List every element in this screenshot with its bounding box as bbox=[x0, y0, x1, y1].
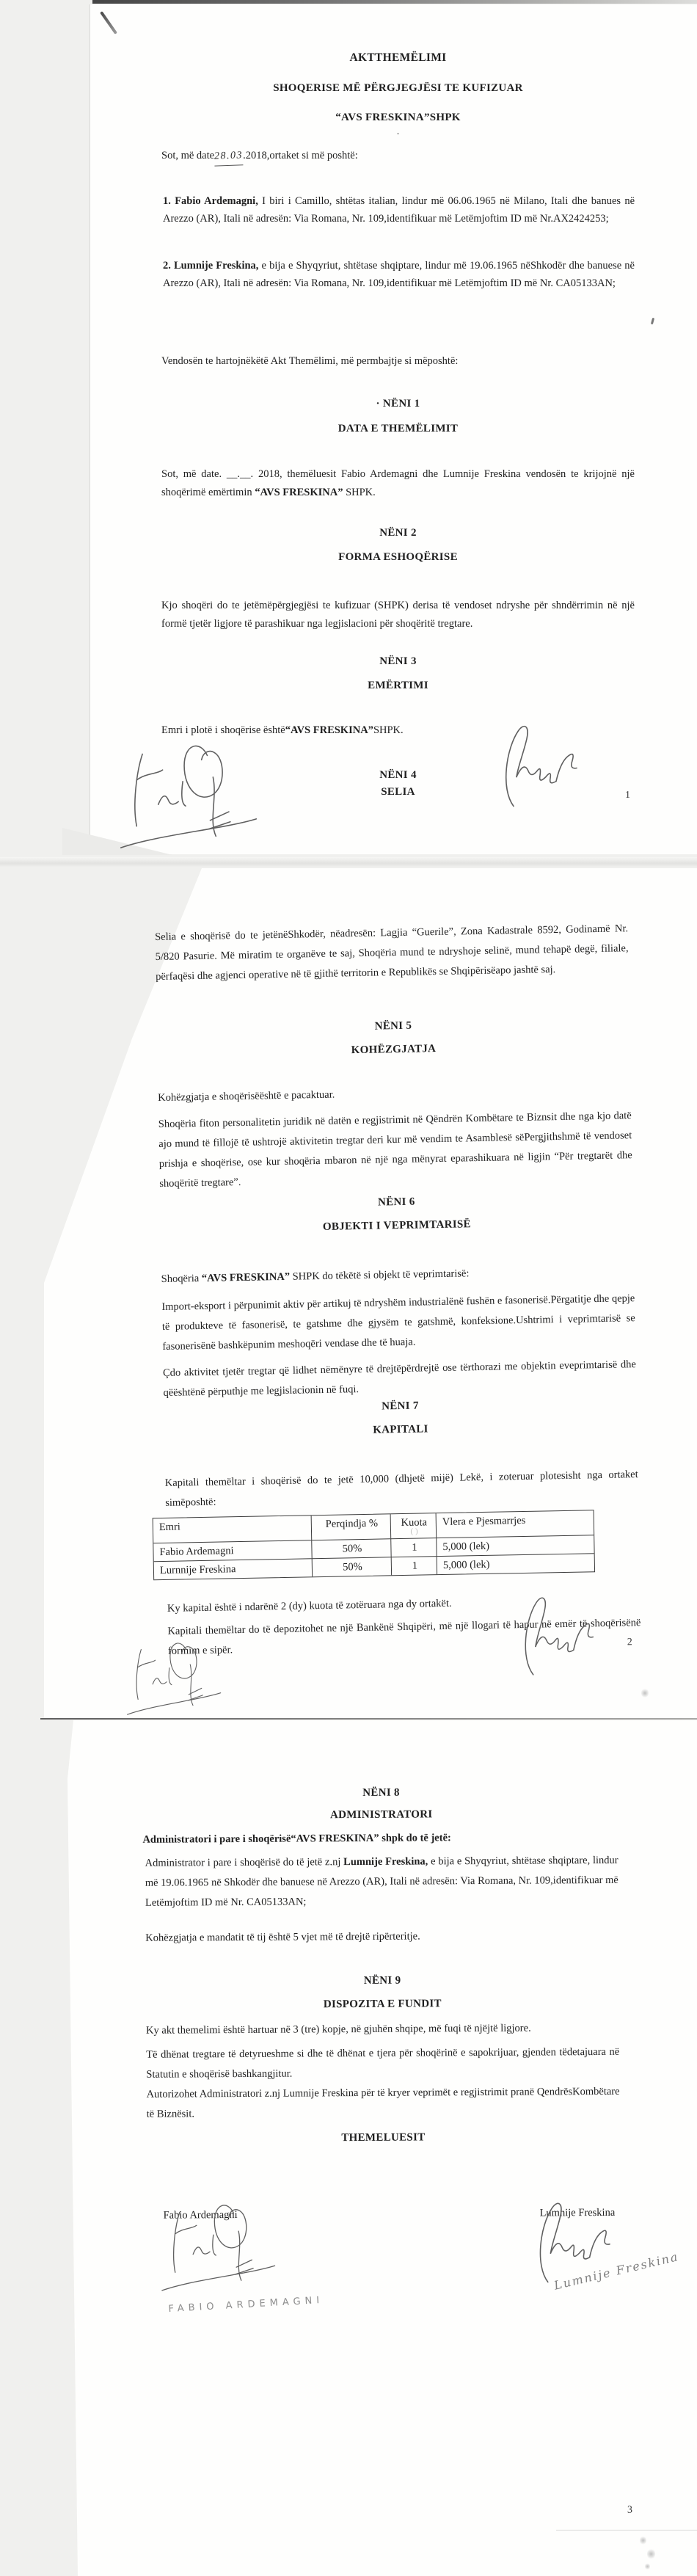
signature-fabio-page3 bbox=[132, 2194, 302, 2294]
page-3-content bbox=[0, 1716, 697, 2576]
article-8-p2-bold: Lumnije Freskina, bbox=[343, 1855, 428, 1869]
table-cell: 1 bbox=[390, 1538, 436, 1557]
article-9-p3: Autorizohet Administratori z.nj Lumnije Freskina për të kryer veprimët e regjistrimit pranë QendrësKombëtare të Biznësit. bbox=[146, 2085, 620, 2120]
article-6-p3: Çdo aktivitet tjetër tregtar që lidhet nëmënyre të drejtëpërdrejtë ose tërthorazi me objektin eveprimtarisë dhe qëështënë përputhje me legjislacionin në fuqi. bbox=[162, 1358, 637, 1399]
page-number-1: 1 bbox=[625, 790, 630, 801]
stray-dot: . bbox=[396, 126, 400, 137]
partner-2-number: 2. bbox=[163, 260, 171, 272]
table-cell: 5,000 (lek) bbox=[437, 1553, 594, 1574]
article-8-p2-post: e bija e Shyqyriut, shtëtase shqiptare, lindur më 19.06.1965 në Shkodër dhe banuese në Arezzo (AR), Itali në adresën: Via Romana, Nr. 109,identifikuar më Letëmjoftim ID më Nr. CA05133AN; bbox=[145, 1854, 618, 1909]
article-8-subheading: ADMINISTRATORI bbox=[329, 1808, 433, 1822]
table-cell: 1 bbox=[391, 1556, 437, 1575]
table-cell: 50% bbox=[312, 1557, 391, 1576]
article-6-heading: NËNI 6 bbox=[377, 1196, 415, 1209]
article-4-heading: NËNI 4 bbox=[379, 769, 417, 781]
decision-line: Vendosën te hartojnëkëtë Akt Themëlimi, më permbajtje si mëposhtë: bbox=[161, 355, 459, 367]
article-8-p3: Kohëzgjatja e mandatit të tij është 5 vjet më të drejtë ripërteritje. bbox=[145, 1930, 420, 1944]
founder-2-typed-name: Lumnije Freskina bbox=[539, 2206, 616, 2219]
signature-fabio-page2 bbox=[115, 1634, 230, 1718]
article-9-subheading: DISPOZITA E FUNDIT bbox=[323, 1998, 442, 2011]
table-cell: Fabio Ardemagni bbox=[153, 1540, 311, 1561]
article-1-body-post: SHPK. bbox=[343, 487, 376, 498]
table-header-kuota-sub: ( ) bbox=[410, 1527, 418, 1536]
founders-title: THEMELUESIT bbox=[341, 2131, 426, 2144]
table-cell: Lurnnije Freskina bbox=[154, 1558, 312, 1579]
article-8-p2 bbox=[145, 1851, 618, 1913]
page-2-content bbox=[0, 854, 697, 1721]
article-6-p1-bold: “AVS FRESKINA” bbox=[201, 1270, 291, 1284]
article-3-body-pre: Emri i plotë i shoqërise është bbox=[161, 724, 285, 736]
article-2-body: Kjo shoqëri do te jetëmëpërgjegjësi te kufizuar (SHPK) derisa të vendoset ndryshe për shndërrimin në një formë tjetër ligjore të parashikuar nga legjislacioni për shoqëritë tregtare. bbox=[161, 600, 635, 630]
article-6-p2: Import-eksport i përpunimit aktiv për artikuj të ndryshëm industrialënë fushën e fasonerisë.Përgatitje dhe qepje të produkteve të fasonerisë, te gatshme dhe gjysëm te gatshmë, konfeksione.Ushtrimi i veprimtarisë se fasonerisënë bashkëpunim meshoqëri vendase dhe të huaja. bbox=[161, 1292, 635, 1353]
table-header-emri: Emri bbox=[158, 1521, 181, 1534]
article-7-p1: Kapitali themëltar i shoqërisë do te jetë 10,000 (dhjetë mijë) Lekë, i zoteruar plotesisht nga ortaket simëposhtë: bbox=[164, 1469, 638, 1509]
article-9-p2: Të dhënat tregtare të detyrueshme si dhe të dhënat e tjera për shoqërinë e sapokrijuar, gjenden tëdetajuara në Statutin e shoqërisë bashkangjitur. bbox=[146, 2045, 620, 2081]
partner-1-number: 1. bbox=[163, 195, 171, 207]
article-5-p2: Shoqëria fiton personalitetin juridik në datën e regjistrimit në Qëndrën Kombëtare te Biznsit dhe nga kjo datë ajo mund të fillojë të ushtrojë aktivitetin tregtar deri kur më vendim te Asamblesë sëPergjithshmë të vendoset prishja e shoqërise, ose kur shoqëria mbaron në një nga mënyrat eparashikuara në ligjin “Për tregtarët dhe shoqëritë tregtare”. bbox=[158, 1110, 632, 1190]
article-8-p2-pre: Administrator i pare i shoqërisë do të jetë z.nj bbox=[145, 1856, 344, 1869]
article-8-heading: NËNI 8 bbox=[362, 1786, 400, 1799]
intro-suffix: .2018,ortaket si më poshtë: bbox=[243, 150, 358, 161]
article-2-heading: NËNI 2 bbox=[379, 527, 417, 539]
doc-title: AKTTHEMËLIMI bbox=[349, 51, 447, 64]
intro-prefix: Sot, më date bbox=[161, 150, 215, 161]
partner-2-details: e bija e Shyqyriut, shtëtase shqiptare, lindur më 19.06.1965 nëShkodër dhe banuese në Arezzo (AR), Itali në adresën: Via Romana, Nr. 109,identifikuar më Letëmjoftim ID më Nr. CA05133AN; bbox=[163, 260, 635, 289]
founder-1-typed-name: Fabio Ardemagni bbox=[163, 2209, 238, 2222]
article-5-subheading: KOHËZGJATJA bbox=[351, 1043, 437, 1057]
article-1-heading: · NËNI 1 bbox=[376, 398, 420, 410]
article-3-body-post: SHPK. bbox=[373, 724, 404, 736]
intro-line bbox=[161, 147, 635, 166]
article-6-p1 bbox=[161, 1262, 634, 1289]
article-6-p1-post: SHPK do tëkëtë si objekt të veprimtarisë: bbox=[289, 1267, 470, 1283]
capital-table bbox=[153, 1510, 595, 1580]
article-1-body-bold: “AVS FRESKINA” bbox=[255, 487, 343, 498]
handwritten-date: 28.03 bbox=[214, 146, 244, 166]
page-number-2: 2 bbox=[627, 1637, 632, 1648]
article-8-p1: Administratori i pare i shoqërisë“AVS FRESKINA” shpk do të jetë: bbox=[142, 1832, 451, 1846]
article-1-body-pre: Sot, më date. __.__. 2018, themëluesit Fabio Ardemagni dhe Lumnije Freskina vendosën te krijojnë një shoqërimë emërtimin bbox=[161, 468, 635, 498]
article-5-p1: Kohëzgjatja e shoqërisëështë e pacaktuar. bbox=[158, 1088, 335, 1105]
article-6-p1-pre: Shoqëria bbox=[161, 1272, 202, 1285]
article-3-subheading: EMËRTIMI bbox=[368, 680, 428, 691]
article-9-p1: Ky akt themelimi është hartuar në 3 (tre) kopje, në gjuhën shqipe, më fuqi të njëjtë ligjore. bbox=[145, 2022, 531, 2037]
table-cell: 5,000 (lek) bbox=[436, 1535, 594, 1556]
partner-2-name: Lumnije Freskina, bbox=[174, 260, 259, 272]
signature-fabio-page1 bbox=[114, 734, 260, 853]
article-9-heading: NËNI 9 bbox=[363, 1974, 401, 1987]
article-7-heading: NËNI 7 bbox=[381, 1400, 419, 1413]
doc-subtitle: SHOQERISE MË PËRGJEGJËSI TE KUFIZUAR bbox=[273, 82, 523, 94]
article-3-heading: NËNI 3 bbox=[379, 655, 417, 667]
signature-freskina-page2 bbox=[511, 1590, 611, 1676]
article-7-p3: Kapitali themëltar do të depozitohet ne një Bankënë Shqipëri, më një llogari të hapur në emër të shoqërisënë formim e sipër. bbox=[167, 1617, 641, 1657]
page-number-3: 3 bbox=[627, 2504, 633, 2516]
table-header-kuota-label: Kuota bbox=[401, 1516, 428, 1529]
partner-1-name: Fabio Ardemagni, bbox=[175, 195, 258, 207]
handwritten-name-fabio: FABIO ARDEMAGNI bbox=[168, 2294, 324, 2315]
signature-freskina-page1 bbox=[492, 718, 594, 809]
partner-1-details: I biri i Camillo, shtëtas italian, lindur më 06.06.1965 në Milano, Itali dhe banues në Arezzo (AR), Itali në adresën: Via Romana, Nr. 109,identifikuar më Letëmjoftim ID më Nr.AX2424253; bbox=[163, 195, 635, 225]
company-name: “AVS FRESKINA”SHPK bbox=[335, 112, 461, 123]
article-1-subheading: DATA E THEMËLIMIT bbox=[337, 423, 459, 434]
table-header-kuota bbox=[390, 1513, 437, 1538]
table-header-vlera: Vlera e Pjesmarrjes bbox=[436, 1510, 594, 1538]
partner-item-1 bbox=[163, 192, 635, 228]
article-2-subheading: FORMA ESHOQËRISE bbox=[338, 551, 458, 563]
partner-item-2 bbox=[163, 257, 635, 292]
article-3-body-bold: “AVS FRESKINA” bbox=[285, 724, 373, 736]
article-5-heading: NËNI 5 bbox=[374, 1019, 412, 1033]
article-7-p2: Ky kapital është i ndarënë 2 (dy) kuota të zotëruara nga dy ortakët. bbox=[167, 1597, 452, 1615]
table-header-perqindja: Perqindja % bbox=[311, 1514, 391, 1540]
article-6-subheading: OBJEKTI I VEPRIMTARISË bbox=[322, 1218, 471, 1233]
table-cell: 50% bbox=[311, 1538, 390, 1558]
article-1-body bbox=[161, 465, 635, 502]
article-7-subheading: KAPITALI bbox=[373, 1423, 428, 1436]
article-4-subheading: SELIA bbox=[381, 786, 415, 798]
handwritten-name-freskina: Lumnije Freskina bbox=[552, 2249, 681, 2293]
page-1-content bbox=[0, 0, 697, 859]
article-4-body: Selia e shoqërisë do te jetënëShkodër, nëadresën: Lagjia “Guerile”, Zona Kadastrale 8592, Godinamë Nr. 5/820 Pasurie. Më miratim te organëve te saj, Shoqëria mund te ndryshoje selinë, mund tehapë degë, filiale, përfaqësi dhe agjenci operative në të gjithë territorin e Republikës se Shqipërisëapo jashtë saj. bbox=[154, 923, 629, 983]
